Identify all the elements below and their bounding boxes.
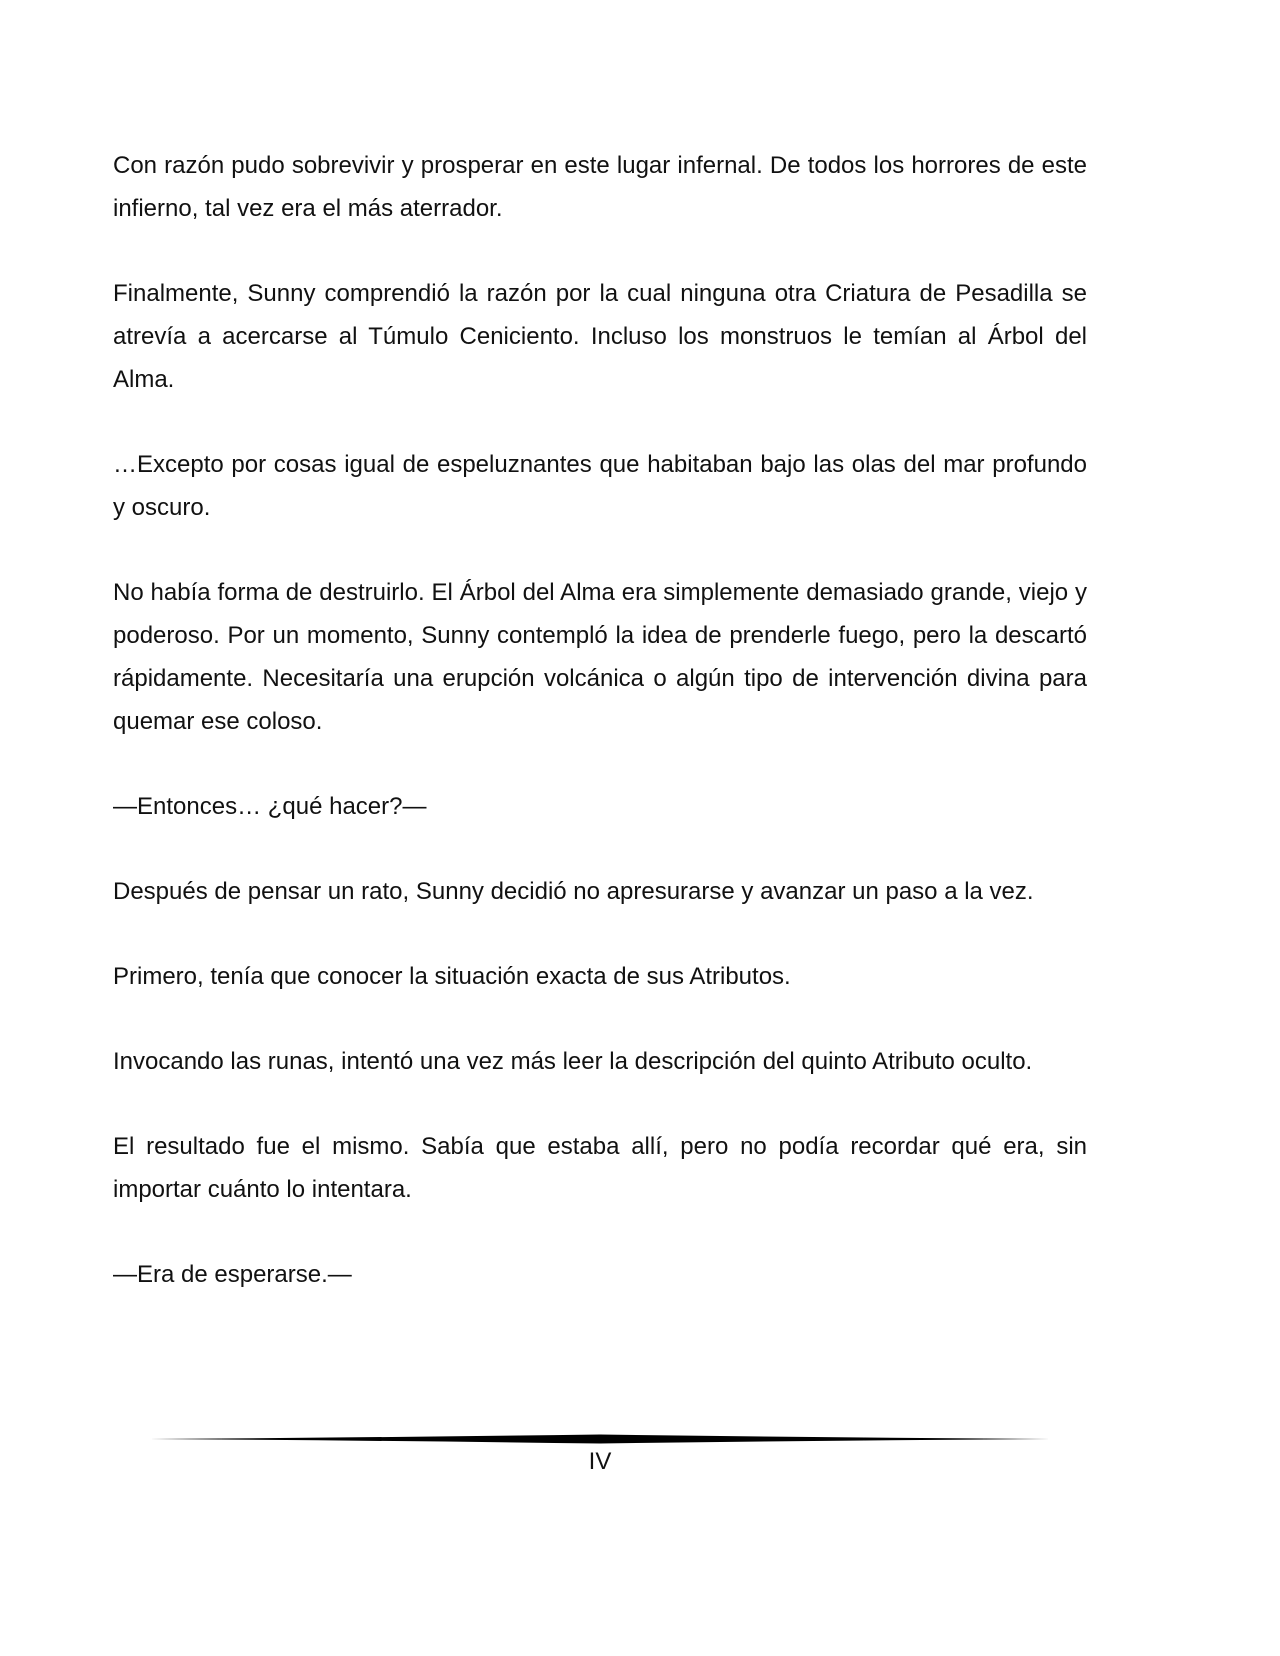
page-number: IV [588, 1448, 612, 1475]
paragraph-4: No había forma de destruirlo. El Árbol del Alma era simplemente demasiado grande, viejo y poderoso. Por un momento, Sunny contempló la idea de prenderle fuego, pero la descartó rápidamente. Necesitaría una erupción volcánica o algún tipo de intervención divina para quemar ese coloso. [113, 579, 1087, 735]
paragraph-10-dialogue: —Era de esperarse.— [113, 1261, 352, 1288]
paragraph-2: Finalmente, Sunny comprendió la razón por la cual ninguna otra Criatura de Pesadilla se atrevía a acercarse al Túmulo Ceniciento. Incluso los monstruos le temían al Árbol del Alma. [113, 280, 1087, 393]
paragraph-1: Con razón pudo sobrevivir y prosperar en este lugar infernal. De todos los horrores de este infierno, tal vez era el más aterrador. [113, 152, 1087, 222]
footer-divider [150, 1432, 1050, 1446]
paragraph-8: Invocando las runas, intentó una vez más leer la descripción del quinto Atributo oculto. [113, 1048, 1033, 1075]
paragraph-9: El resultado fue el mismo. Sabía que estaba allí, pero no podía recordar qué era, sin importar cuánto lo intentara. [113, 1133, 1087, 1203]
paragraph-6: Después de pensar un rato, Sunny decidió no apresurarse y avanzar un paso a la vez. [113, 878, 1034, 905]
chapter-body [113, 144, 1087, 1338]
paragraph-5-dialogue: —Entonces… ¿qué hacer?— [113, 793, 427, 820]
paragraph-7: Primero, tenía que conocer la situación exacta de sus Atributos. [113, 963, 791, 990]
paragraph-3: …Excepto por cosas igual de espeluznantes que habitaban bajo las olas del mar profundo y oscuro. [113, 451, 1087, 521]
